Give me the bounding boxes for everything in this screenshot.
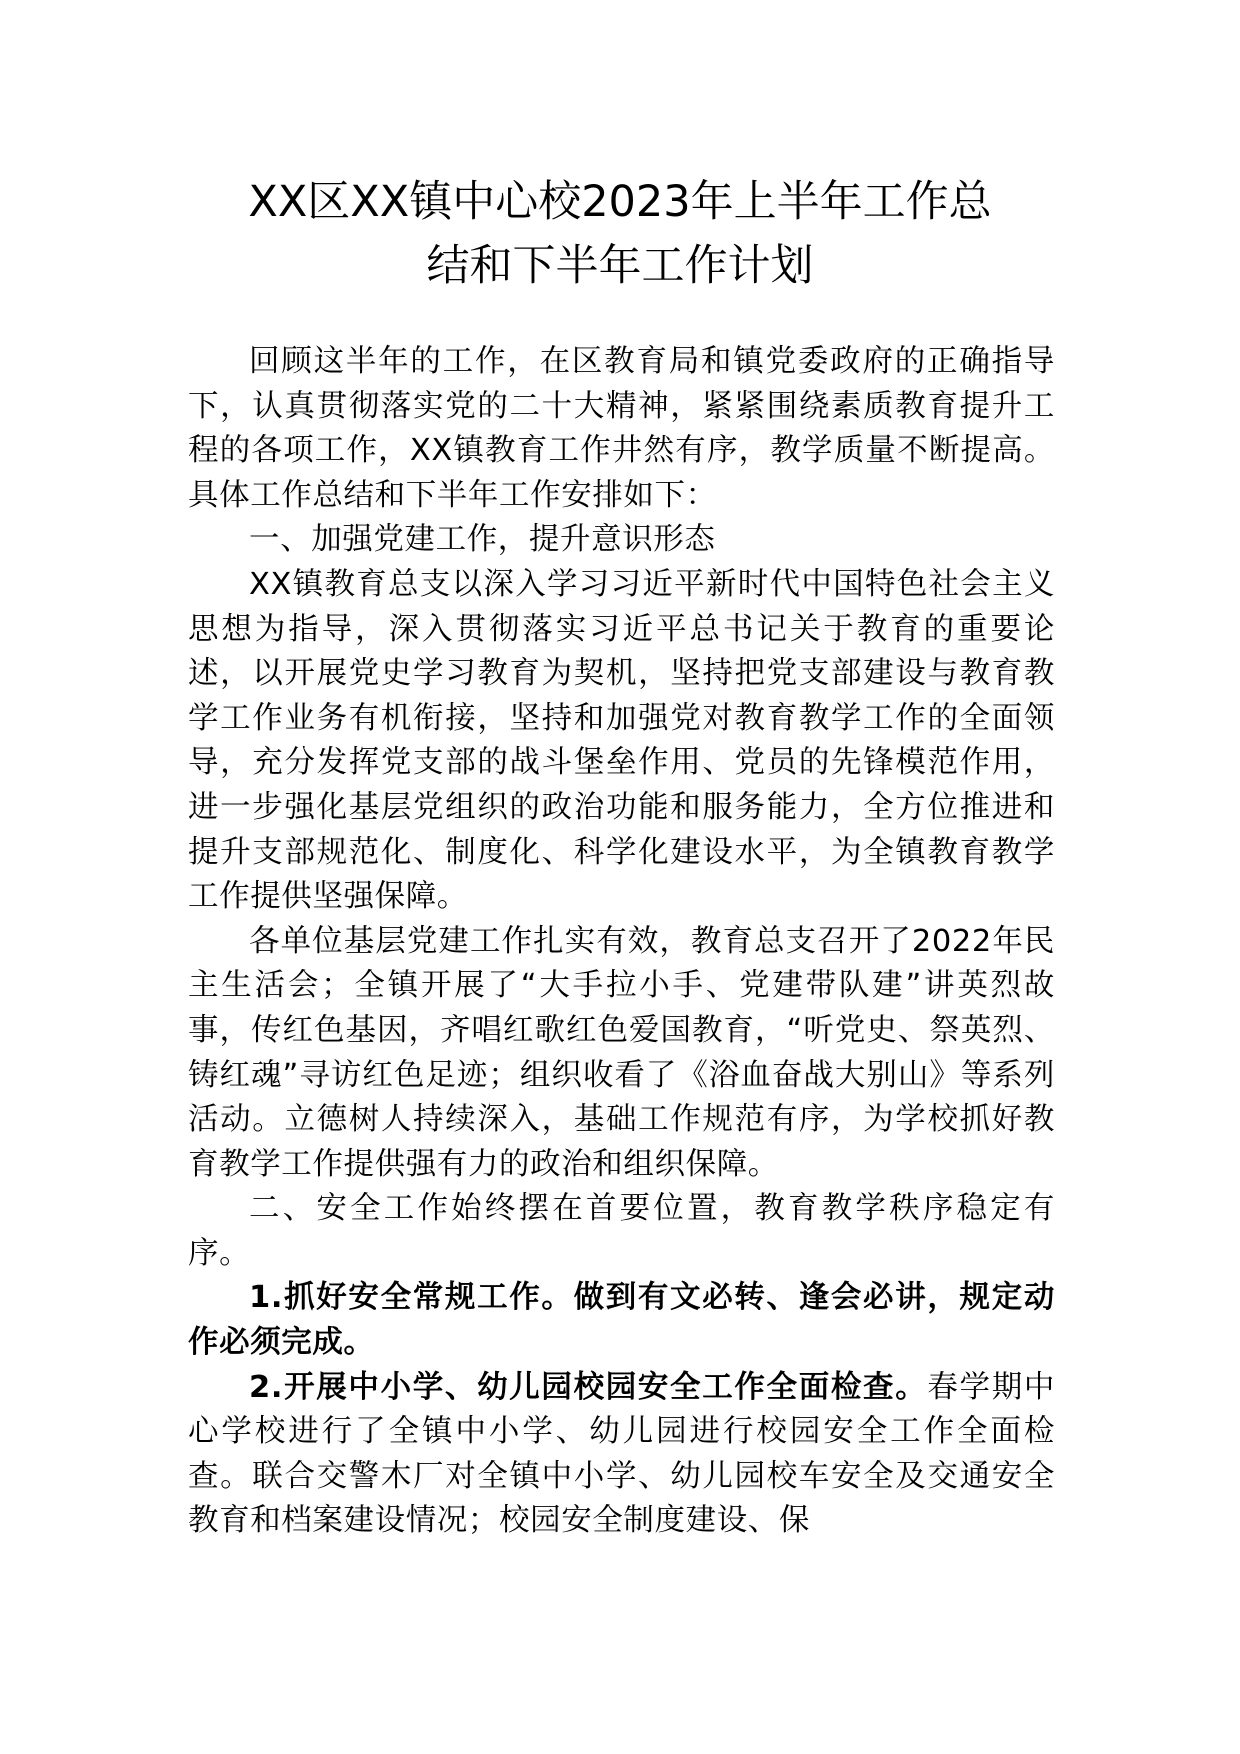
subsection-heading: 2.开展中小学、幼儿园校园安全工作全面检查。 — [249, 1369, 928, 1405]
section-heading-text: 一、加强党建工作，提升意识形态 — [249, 522, 716, 558]
document-body — [188, 340, 1055, 1544]
paragraph-intro — [188, 340, 1055, 518]
section-heading-1 — [188, 518, 1055, 563]
paragraph-text: 各单位基层党建工作扎实有效，教育总支召开了2022年民主生活会；全镇开展了“大手拉小手、党建带队建”讲英烈故事，传红色基因，齐唱红歌红色爱国教育，“听党史、祭英烈、铸红魂”寻访红色足迹；组织收看了《浴血奋战大别山》等系列活动。立德树人持续深入，基础工作规范有序，为学校抓好教育教学工作提供强有力的政治和组织保障。 — [188, 923, 1055, 1182]
section-heading-2 — [188, 1187, 1055, 1276]
document-title-line-1: XX区XX镇中心校2023年上半年工作总 — [248, 177, 992, 227]
document-title-line-2: 结和下半年工作计划 — [426, 241, 814, 291]
paragraph-grassroots — [188, 920, 1055, 1188]
subsection-1 — [188, 1276, 1055, 1365]
paragraph-text: 回顾这半年的工作，在区教育局和镇党委政府的正确指导下，认真贯彻落实党的二十大精神，紧紧围绕素质教育提升工程的各项工作，XX镇教育工作井然有序，教学质量不断提高。具体工作总结和下半年工作安排如下： — [188, 344, 1055, 513]
paragraph-party-building — [188, 563, 1055, 920]
subsection-2 — [188, 1366, 1055, 1544]
subsection-heading: 1.抓好安全常规工作。做到有文必转、逢会必讲，规定动作必须完成。 — [188, 1280, 1055, 1361]
section-heading-text: 二、安全工作始终摆在首要位置，教育教学秩序稳定有序。 — [188, 1191, 1055, 1271]
paragraph-text: XX镇教育总支以深入学习习近平新时代中国特色社会主义思想为指导，深入贯彻落实习近平总书记关于教育的重要论述，以开展党史学习教育为契机，坚持把党支部建设与教育教学工作业务有机衔接，坚持和加强党对教育教学工作的全面领导，充分发挥党支部的战斗堡垒作用、党员的先锋模范作用，进一步强化基层党组织的政治功能和服务能力，全方位推进和提升支部规范化、制度化、科学化建设水平，为全镇教育教学工作提供坚强保障。 — [188, 566, 1055, 915]
paragraph-text: 春学期中心学校进行了全镇中小学、幼儿园进行校园安全工作全面检查。联合交警木厂对全镇中小学、幼儿园校车安全及交通安全教育和档案建设情况；校园安全制度建设、保 — [188, 1369, 1055, 1539]
